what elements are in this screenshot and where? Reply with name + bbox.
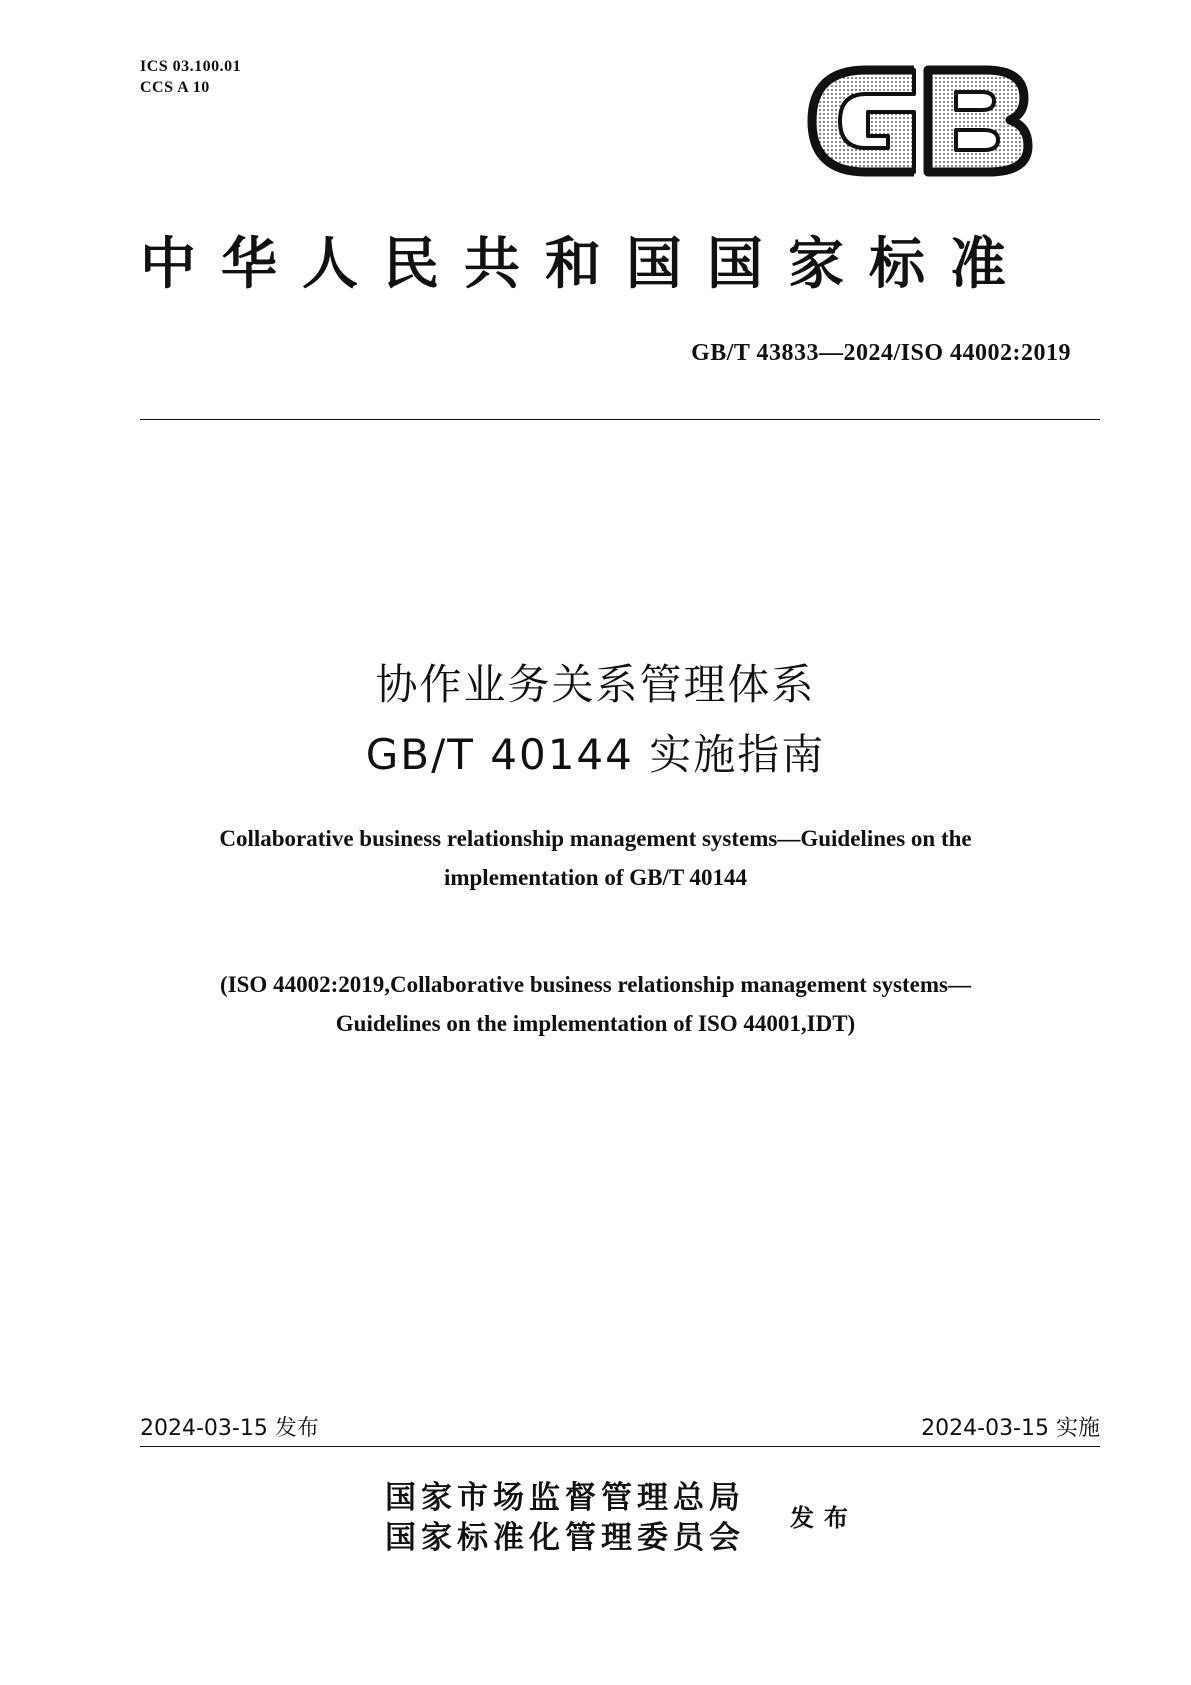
gb-logo [806, 60, 1036, 182]
standard-number: GB/T 43833—2024/ISO 44002:2019 [691, 340, 1071, 366]
english-title-line2: implementation of GB/T 40144 [443, 865, 748, 890]
classification-codes [140, 56, 241, 98]
gb-logo-icon [806, 60, 1036, 182]
publish-date: 2024-03-15 发布 [140, 1416, 319, 1441]
iso-reference-line2: Guidelines on the implementation of ISO 44001,IDT) [335, 1011, 856, 1036]
ics-code: ICS 03.100.01 [140, 58, 242, 75]
issued-label: 发布 [790, 1503, 858, 1532]
issuing-authorities [385, 1478, 745, 1558]
iso-reference-line1: (ISO 44002:2019,Collaborative business relationship management systems— [220, 972, 971, 997]
english-title-line1: Collaborative business relationship management systems—Guidelines on the [219, 826, 972, 851]
ccs-code: CCS A 10 [140, 79, 210, 96]
issuer-samr: 国家市场监督管理总局 [385, 1480, 745, 1516]
chinese-title-line1: 协作业务关系管理体系 [375, 660, 816, 709]
bottom-divider [140, 1446, 1100, 1447]
national-standard-title: 中华人民共和国国家标准 [140, 232, 1031, 297]
top-divider [140, 419, 1100, 420]
effective-date: 2024-03-15 实施 [921, 1416, 1100, 1441]
chinese-title-line2: GB/T 40144 实施指南 [365, 730, 826, 779]
issuer-sac: 国家标准化管理委员会 [385, 1520, 745, 1556]
